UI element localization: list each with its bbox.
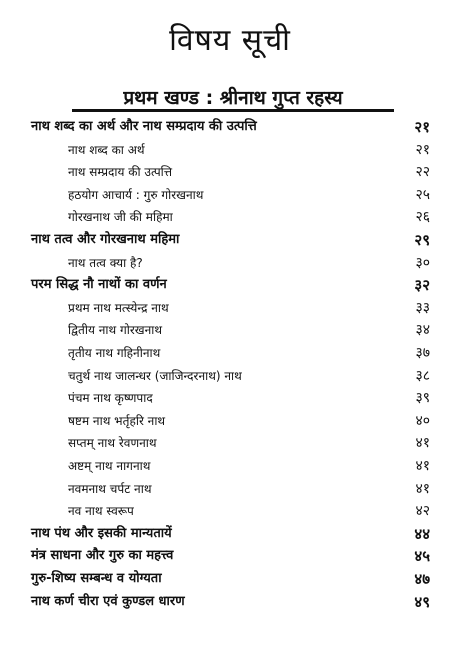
toc-page-number: २१ bbox=[414, 118, 430, 136]
toc-entry-title: द्वितीय नाथ गोरखनाथ bbox=[68, 323, 163, 338]
toc-subsection-row bbox=[0, 319, 460, 341]
toc-entry-title: हठयोग आचार्य : गुरु गोरखनाथ bbox=[68, 187, 204, 202]
toc-subsection-row bbox=[0, 365, 460, 387]
toc-page-number: २९ bbox=[414, 231, 430, 249]
toc-subsection-row bbox=[0, 252, 460, 274]
section-heading-label: प्रथम खण्ड : श्रीनाथ गुप्त रहस्य bbox=[123, 87, 343, 109]
toc-chapter-row bbox=[0, 591, 460, 613]
toc-page-number: ४१ bbox=[415, 435, 430, 452]
toc-subsection-row bbox=[0, 342, 460, 364]
toc-entry-title: षष्टम नाथ भर्तृहरि नाथ bbox=[68, 413, 166, 428]
toc-entry-title: प्रथम नाथ मत्स्येन्द्र नाथ bbox=[68, 300, 169, 315]
toc-page-number: ३३ bbox=[415, 299, 430, 316]
toc-subsection-row bbox=[0, 139, 460, 161]
toc-page-number: ४२ bbox=[415, 503, 430, 520]
toc-subsection-row bbox=[0, 432, 460, 454]
toc-page-number: ४५ bbox=[414, 547, 430, 566]
section-heading bbox=[72, 86, 394, 112]
toc-entry-title: गोरखनाथ जी की महिमा bbox=[68, 210, 173, 225]
toc-page-number: ३८ bbox=[415, 367, 430, 384]
toc-page-number: २५ bbox=[415, 186, 430, 203]
toc-page-number: ३० bbox=[415, 254, 430, 271]
toc-entry-title: नाथ तत्व क्या है? bbox=[68, 255, 143, 270]
toc-entry-title: नाथ शब्द का अर्थ bbox=[68, 142, 145, 157]
toc-entry-title: नाथ तत्व और गोरखनाथ महिमा bbox=[31, 232, 180, 247]
toc-entry-title: सप्तम् नाथ रेवणनाथ bbox=[68, 436, 157, 451]
toc-entry-title: नाथ सम्प्रदाय की उत्पत्ति bbox=[68, 165, 173, 180]
toc-entry-title: नव नाथ स्वरूप bbox=[68, 504, 134, 519]
toc-page-number: ३९ bbox=[415, 390, 430, 407]
toc-entry-title: तृतीय नाथ गहिनीनाथ bbox=[68, 346, 161, 360]
toc-entry-title: चतुर्थ नाथ जालन्धर (जाजिन्दरनाथ) नाथ bbox=[68, 368, 242, 383]
toc-subsection-row bbox=[0, 297, 460, 319]
toc-entry-title: नवमनाथ चर्पट नाथ bbox=[68, 481, 152, 496]
toc-page-number: ४४ bbox=[414, 524, 430, 543]
toc-entry-title: परम सिद्ध नौ नाथों का वर्णन bbox=[31, 277, 167, 293]
toc-entry-title: मंत्र साधना और गुरु का महत्त्व bbox=[31, 548, 174, 564]
section-heading-underline bbox=[72, 109, 394, 112]
toc-chapter-row bbox=[0, 229, 460, 251]
toc-entry-title: अष्टम् नाथ नागनाथ bbox=[68, 459, 151, 473]
toc-page-number: २६ bbox=[415, 209, 430, 226]
toc-entry-title: पंचम नाथ कृष्णपाद bbox=[68, 391, 153, 406]
toc-page-number: २१ bbox=[415, 141, 430, 158]
toc-chapter-row bbox=[0, 274, 460, 296]
toc-page-number: ३४ bbox=[415, 322, 430, 339]
toc-entry-title: नाथ कर्ण चीरा एवं कुण्डल धारण bbox=[31, 593, 185, 609]
toc-page-number: ४७ bbox=[414, 570, 430, 588]
toc-subsection-row bbox=[0, 184, 460, 206]
toc-chapter-row bbox=[0, 116, 460, 138]
toc-subsection-row bbox=[0, 206, 460, 228]
toc-chapter-row bbox=[0, 523, 460, 545]
toc-subsection-row bbox=[0, 387, 460, 409]
toc-page-number: २२ bbox=[415, 164, 430, 181]
toc-page-number: ४० bbox=[415, 412, 430, 429]
toc-subsection-row bbox=[0, 455, 460, 477]
toc-entry-title: गुरु-शिष्य सम्बन्ध व योग्यता bbox=[31, 571, 162, 586]
toc-chapter-row bbox=[0, 545, 460, 567]
toc-entry-title: नाथ पंथ और इसकी मान्यतायें bbox=[31, 525, 172, 541]
toc-subsection-row bbox=[0, 500, 460, 522]
toc-page-number: ४१ bbox=[415, 480, 430, 497]
toc-entry-title: नाथ शब्द का अर्थ और नाथ सम्प्रदाय की उत्पत्ति bbox=[31, 119, 257, 134]
toc-subsection-row bbox=[0, 161, 460, 183]
toc-subsection-row bbox=[0, 410, 460, 432]
toc-page-number: ४१ bbox=[415, 458, 430, 474]
toc-page-number: ३७ bbox=[415, 345, 430, 361]
toc-page-number: ४९ bbox=[414, 592, 430, 611]
toc-page-number: ३२ bbox=[414, 276, 430, 295]
toc-chapter-row bbox=[0, 568, 460, 590]
toc-subsection-row bbox=[0, 478, 460, 500]
page-title: विषय सूची bbox=[169, 23, 291, 58]
